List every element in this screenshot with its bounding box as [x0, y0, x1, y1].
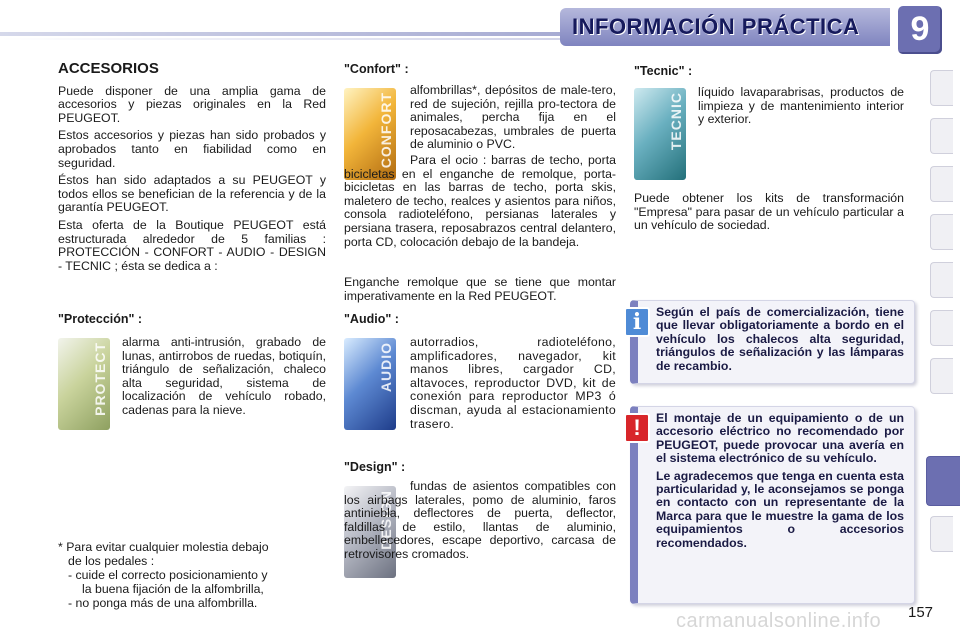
tecnic-thumbnail-label: TECNIC [668, 92, 684, 151]
accesorios-paragraph: Estos accesorios y piezas han sido probados y aprobados tanto en fiabilidad como en seguridad. [58, 128, 326, 170]
chapter-tab-active[interactable] [926, 456, 960, 506]
footnote-line: de los pedales : [68, 554, 155, 568]
accesorios-heading: ACCESORIOS [58, 60, 159, 77]
design-thumbnail-label: DESIGN [378, 490, 394, 550]
design-text [344, 480, 616, 562]
info-box-text: Según el país de comercialización, tiene que llevar obligatoriamente a bordo en el vehículo los chalecos alta seguridad, triángulos de señalización y las lámparas de recambio. [656, 305, 904, 373]
chapter-tab[interactable] [930, 166, 953, 202]
chapter-tab[interactable] [930, 70, 953, 106]
confort-note: Enganche remolque que se tiene que montar imperativamente en la Red PEUGEOT. [344, 275, 616, 303]
footnote-line: - no ponga más de una alfombrilla. [68, 596, 258, 610]
accesorios-paragraph: Esta oferta de la Boutique PEUGEOT está estructurada alrededor de 5 familias : PROTECCIÓN - CONFORT - AUDIO - DESIGN - TECNIC ; ésta se dedica a : [58, 217, 326, 273]
warning-icon: ! [624, 413, 650, 443]
chapter-tab-rail [930, 70, 960, 570]
page-number: 157 [908, 604, 934, 621]
watermark: carmanualsonline.info [676, 610, 882, 632]
chapter-tab[interactable] [930, 310, 953, 346]
page-title: INFORMACIÓN PRÁCTICA [572, 14, 860, 39]
chapter-tab[interactable] [930, 118, 953, 154]
footnote-line: * Para evitar cualquier molestia debajo [58, 540, 269, 554]
proteccion-thumbnail [58, 338, 110, 430]
audio-heading: "Audio" : [344, 312, 399, 326]
proteccion-text: alarma anti-intrusión, grabado de lunas, antirrobos de ruedas, botiquín, triángulo de señalización, chaleco alta seguridad, sistema de localización de vehículo robado, cadenas para la nieve. [122, 335, 326, 417]
warning-box-text: El montaje de un equipamiento o de un accesorio eléctrico no recomendado por PEUGEOT, puede provocar una avería en el sistema electrónico de su vehículo. [656, 411, 904, 466]
page-header [0, 0, 960, 60]
warning-box-text: Le agradecemos que tenga en cuenta esta particularidad y, le aconsejamos se ponga en contacto con un representante de la Marca para que le muestre la gama de los equipamientos o accesorios recomendados. [656, 468, 904, 550]
warning-box [630, 406, 915, 604]
audio-thumbnail [344, 338, 396, 430]
confort-heading: "Confort" : [344, 62, 409, 76]
accesorios-section [58, 62, 326, 277]
footnote-line: la buena fijación de la alfombrilla, [82, 582, 264, 596]
chapter-tab[interactable] [930, 262, 953, 298]
chapter-number: 9 [898, 6, 942, 54]
footnote [58, 540, 328, 610]
accesorios-paragraph: Éstos han sido adaptados a su PEUGEOT y todos ellos se benefician de la referencia y de la garantía PEUGEOT. [58, 173, 326, 215]
confort-paragraph-text: Para el ocio : barras de techo, porta bicicletas en el enganche de remolque, porta-bicicletas en las barras de techo, porta skis, maletero de techo, realces y asientos para niños, consola radioteléfono, persianas laterales y persiana trasera, reposabrazos central delantero, porta CD, colocación debajo de la bandeja. [344, 153, 616, 249]
audio-thumbnail-label: AUDIO [378, 342, 394, 393]
chapter-tab[interactable] [930, 516, 953, 552]
chapter-tab[interactable] [930, 358, 953, 394]
audio-text: autorradios, radioteléfono, amplificadores, navegador, kit manos libres, cargador CD, altavoces, reproductor DVD, kit de conexión para reproductor MP3 ó discman, ayuda al estacionamiento trasero. [410, 335, 616, 431]
accesorios-paragraph: Puede disponer de una amplia gama de accesorios y piezas originales en la Red PEUGEOT. [58, 83, 326, 125]
design-heading: "Design" : [344, 460, 406, 474]
footnote-line: - cuide el correcto posicionamiento y [68, 568, 268, 582]
confort-paragraph: alfombrillas*, depósitos de male-tero, red de sujeción, rejilla pro-tectora de animales, percha fija en el reposacabezas, umbrales de puerta de aluminio o PVC. [410, 83, 616, 152]
tecnic-text: líquido lavaparabrisas, productos de limpieza y de mantenimiento interior y exterior. [698, 85, 904, 127]
confort-thumbnail-label: CONFORT [378, 92, 394, 169]
info-box [630, 300, 915, 384]
tecnic-thumbnail [634, 88, 686, 180]
design-text-content: fundas de asientos compatibles con los airbags laterales, pomo de aluminio, faros antiniebla, deflectores de puerta, deflector, faldillas de estilo, llantas de aluminio, embellecedores, escape deportivo, carcasa de retrovisores cromados. [344, 479, 616, 561]
proteccion-thumbnail-label: PROTECT [92, 342, 108, 416]
info-icon: i [624, 307, 650, 337]
chapter-tab[interactable] [930, 214, 953, 250]
proteccion-heading: "Protección" : [58, 312, 143, 326]
tecnic-heading: "Tecnic" : [634, 64, 693, 78]
confort-paragraph [344, 154, 616, 249]
tecnic-kits-text: Puede obtener los kits de transformación "Empresa" para pasar de un vehículo particular a un vehículo de sociedad. [634, 191, 904, 233]
